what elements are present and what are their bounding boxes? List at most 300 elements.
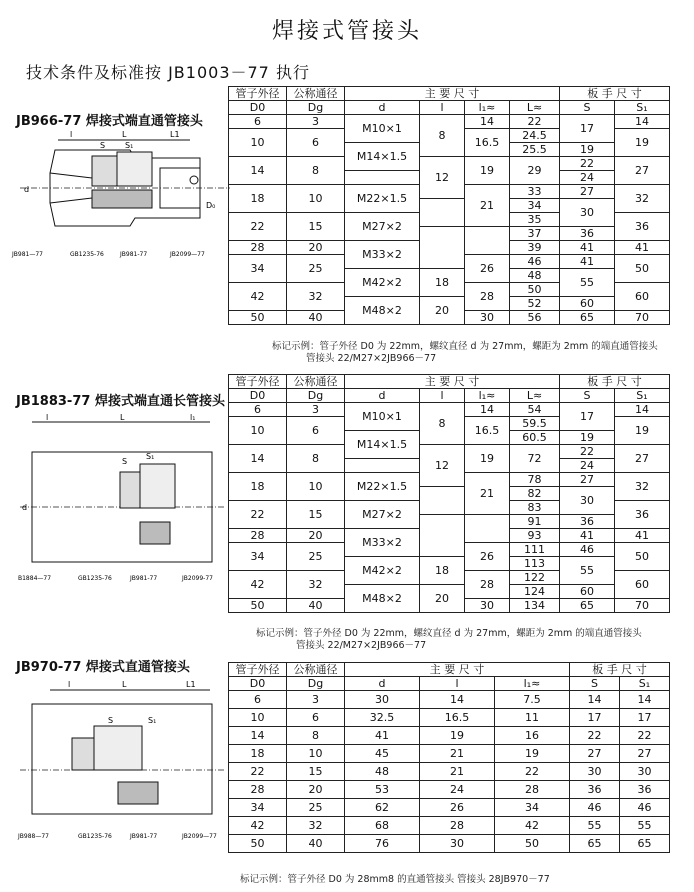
table-cell: 45 (345, 745, 420, 763)
table-cell: 27 (570, 745, 620, 763)
table-cell: 17 (560, 403, 615, 431)
table-cell: 111 (510, 543, 560, 557)
table-cell: 78 (510, 473, 560, 487)
table-cell: 26 (465, 543, 510, 571)
table-cell: 10 (229, 129, 287, 157)
table-row (229, 799, 670, 817)
table-cell: 36 (615, 501, 670, 529)
table-cell: 32 (287, 817, 345, 835)
part-label: JB981—77 (12, 251, 43, 258)
header-d: d (345, 101, 420, 115)
table-cell: 25 (287, 799, 345, 817)
table-cell: 41 (560, 529, 615, 543)
table-cell: 27 (615, 445, 670, 473)
table-cell (345, 171, 420, 185)
table-cell: 82 (510, 487, 560, 501)
table-cell: 134 (510, 599, 560, 613)
table-cell: M10×1 (345, 403, 420, 431)
dim-label: S (108, 716, 114, 725)
table-cell: 16.5 (420, 709, 495, 727)
dim-label: L1 (186, 680, 196, 689)
table-cell: 8 (420, 403, 465, 445)
fitting-drawing (10, 678, 235, 843)
header-l: l (420, 389, 465, 403)
table-row (229, 157, 670, 171)
table-cell: 20 (420, 585, 465, 613)
table-cell: 55 (560, 269, 615, 297)
table-cell: 16.5 (465, 129, 510, 157)
table-row (229, 745, 670, 763)
part-label: JB981-77 (130, 575, 158, 582)
header-L: L≈ (510, 101, 560, 115)
table-cell: M33×2 (345, 529, 420, 557)
table-row (229, 817, 670, 835)
header-l: l (420, 677, 495, 691)
header-S: S (560, 101, 615, 115)
table-cell: 60 (560, 297, 615, 311)
header-d0: D0 (229, 389, 287, 403)
table-cell: 18 (229, 745, 287, 763)
table-cell: 16.5 (465, 417, 510, 445)
table-header-row (229, 389, 670, 403)
table-cell: 36 (615, 213, 670, 241)
table-cell: 53 (345, 781, 420, 799)
table-cell: 32 (615, 185, 670, 213)
table-cell: M22×1.5 (345, 473, 420, 501)
marking-example: 管接头 22/M27×2JB966－77 (296, 640, 427, 651)
table-cell: 36 (560, 515, 615, 529)
table-cell: 17 (560, 115, 615, 143)
table-cell: 24 (560, 171, 615, 185)
table-cell: 76 (345, 835, 420, 853)
table-cell: 22 (570, 727, 620, 745)
dim-label: d (22, 503, 28, 512)
header-main: 主 要 尺 寸 (345, 375, 560, 389)
table-cell: 14 (229, 157, 287, 185)
header-dg: Dg (287, 677, 345, 691)
table-cell: 22 (229, 213, 287, 241)
table-cell: 6 (287, 709, 345, 727)
table-cell: 36 (560, 227, 615, 241)
table-cell: 26 (420, 799, 495, 817)
table-cell: 15 (287, 501, 345, 529)
table-cell: 27 (615, 157, 670, 185)
table-cell: 65 (560, 311, 615, 325)
table-cell: 60 (615, 283, 670, 311)
fitting-drawing (10, 412, 235, 587)
dim-label: S (100, 141, 106, 150)
table-cell: M48×2 (345, 297, 420, 325)
table-cell: 54 (510, 403, 560, 417)
table-cell: 6 (229, 691, 287, 709)
table-cell: M10×1 (345, 115, 420, 143)
table-cell: 20 (420, 297, 465, 325)
table-cell (345, 459, 420, 473)
table-row (229, 727, 670, 745)
table-cell (420, 487, 465, 515)
dim-label: d (24, 185, 30, 194)
table-cell: 18 (420, 557, 465, 585)
table-cell: 28 (495, 781, 570, 799)
table-cell: 42 (229, 817, 287, 835)
table-cell: 34 (229, 543, 287, 571)
table-cell: M14×1.5 (345, 143, 420, 171)
table-cell: 65 (570, 835, 620, 853)
table-cell: 50 (495, 835, 570, 853)
table-cell (420, 227, 465, 269)
table-cell: 3 (287, 115, 345, 129)
part-label: B1884—77 (18, 575, 52, 582)
table-row (229, 691, 670, 709)
table-cell: M33×2 (345, 241, 420, 269)
dim-label: S₁ (146, 452, 155, 461)
table-cell: 33 (510, 185, 560, 199)
part-label: JB988—77 (18, 833, 49, 840)
header-main: 主 要 尺 寸 (345, 87, 560, 101)
table-cell: 40 (287, 599, 345, 613)
table-cell: 32 (615, 473, 670, 501)
table-cell: 32 (287, 571, 345, 599)
table-cell: M14×1.5 (345, 431, 420, 459)
table-row (229, 403, 670, 417)
header-S: S (560, 389, 615, 403)
table-cell: 41 (560, 241, 615, 255)
header-d: d (345, 389, 420, 403)
table-cell (465, 227, 510, 255)
table-cell: 6 (287, 417, 345, 445)
part-label: GB1235-76 (70, 251, 104, 258)
header-d0: D0 (229, 677, 287, 691)
header-wrench: 板 手 尺 寸 (560, 87, 670, 101)
header-dg: 公称通径 (287, 663, 345, 677)
header-wrench: 板 手 尺 寸 (560, 375, 670, 389)
table-cell: 14 (570, 691, 620, 709)
table-header-row (229, 101, 670, 115)
header-dg: Dg (287, 101, 345, 115)
header-l1: l₁≈ (465, 101, 510, 115)
header-dg: Dg (287, 389, 345, 403)
table-cell: 28 (229, 241, 287, 255)
table-cell: 24 (420, 781, 495, 799)
header-dg: 公称通径 (287, 87, 345, 101)
table-cell: 37 (510, 227, 560, 241)
dim-label: S (122, 457, 128, 466)
table-cell: 12 (420, 157, 465, 199)
table-cell: 14 (229, 727, 287, 745)
table-cell: 46 (510, 255, 560, 269)
table-cell: 19 (560, 431, 615, 445)
table-cell: 20 (287, 529, 345, 543)
table-cell: 30 (560, 199, 615, 227)
table-cell: 29 (510, 157, 560, 185)
part-label: JB2099-77 (182, 575, 213, 582)
table-cell: 34 (495, 799, 570, 817)
dim-label: L1 (170, 130, 180, 139)
table-cell: 14 (620, 691, 670, 709)
table-cell: 18 (420, 269, 465, 297)
table-cell: 50 (229, 311, 287, 325)
table-cell: 19 (465, 445, 510, 473)
table-cell: 72 (510, 445, 560, 473)
table-cell: 39 (510, 241, 560, 255)
table-header-row (229, 677, 670, 691)
table-cell: 32 (287, 283, 345, 311)
table-cell: 10 (229, 709, 287, 727)
table-cell: 50 (510, 283, 560, 297)
table-cell: 52 (510, 297, 560, 311)
table-cell: 25 (287, 255, 345, 283)
table-cell: 42 (229, 283, 287, 311)
table-cell: 122 (510, 571, 560, 585)
table-cell: 3 (287, 403, 345, 417)
dim-label: l (46, 413, 49, 422)
table-cell: 17 (620, 709, 670, 727)
part-label: GB1235-76 (78, 833, 112, 840)
header-d0: 管子外径 (229, 87, 287, 101)
table-cell: 15 (287, 763, 345, 781)
table-cell: 30 (465, 311, 510, 325)
header-S1: S₁ (620, 677, 670, 691)
table-cell: 30 (560, 487, 615, 515)
dim-label: L (122, 680, 127, 689)
header-L: L≈ (510, 389, 560, 403)
table-cell: 20 (287, 781, 345, 799)
table-cell: 46 (560, 543, 615, 557)
table-cell: 65 (560, 599, 615, 613)
table-cell: 91 (510, 515, 560, 529)
table-cell: 50 (229, 599, 287, 613)
table-cell: 27 (560, 185, 615, 199)
table-cell: 21 (420, 745, 495, 763)
table-cell: 22 (560, 157, 615, 171)
header-d0: D0 (229, 101, 287, 115)
table-cell: 16 (495, 727, 570, 745)
table-cell: 30 (345, 691, 420, 709)
table-cell: 27 (620, 745, 670, 763)
table-cell: 41 (345, 727, 420, 745)
header-dg: 公称通径 (287, 375, 345, 389)
table-cell: 93 (510, 529, 560, 543)
table-row (229, 115, 670, 129)
table-cell: 6 (229, 403, 287, 417)
header-d0: 管子外径 (229, 663, 287, 677)
dim-label: l₁ (190, 413, 196, 422)
table-cell: 22 (560, 445, 615, 459)
table-cell: 8 (287, 157, 345, 185)
table-cell: 28 (229, 781, 287, 799)
table-cell: 12 (420, 445, 465, 487)
table-cell: 34 (510, 199, 560, 213)
table-cell: 22 (620, 727, 670, 745)
table-cell: 19 (615, 129, 670, 157)
table-cell: 30 (620, 763, 670, 781)
table-cell: 14 (465, 403, 510, 417)
table-cell: 10 (287, 473, 345, 501)
table-cell: 28 (465, 283, 510, 311)
table-cell: 55 (560, 557, 615, 585)
table-cell: 28 (465, 571, 510, 599)
table-cell: 65 (620, 835, 670, 853)
table-cell: M42×2 (345, 269, 420, 297)
table-cell: 8 (420, 115, 465, 157)
table-cell: 22 (229, 763, 287, 781)
table-cell: 21 (465, 185, 510, 227)
table-cell: 32.5 (345, 709, 420, 727)
dim-label: S₁ (148, 716, 157, 725)
table-cell: 60.5 (510, 431, 560, 445)
table-cell: 41 (615, 241, 670, 255)
table-cell: 8 (287, 727, 345, 745)
table-cell: 41 (615, 529, 670, 543)
table-cell: 22 (495, 763, 570, 781)
marking-example: 标记示例：管子外径 D0 为 28mm8 的直通管接头 管接头 28JB970－77 (240, 874, 550, 885)
marking-example: 管接头 22/M27×2JB966－77 (306, 353, 437, 364)
marking-example: 标记示例：管子外径 D0 为 22mm，螺纹直径 d 为 27mm，螺距为 2mm 的端直通管接头 (272, 341, 658, 352)
table-cell: 19 (560, 143, 615, 157)
table-cell (420, 515, 465, 557)
table-cell: 113 (510, 557, 560, 571)
table-cell: 3 (287, 691, 345, 709)
table-header-row (229, 663, 670, 677)
table-cell: 60 (615, 571, 670, 599)
table-cell: 30 (570, 763, 620, 781)
table-cell: 70 (615, 599, 670, 613)
dim-label: l (70, 130, 73, 139)
table-cell: M48×2 (345, 585, 420, 613)
part-label: JB981-77 (120, 251, 148, 258)
table-cell: 62 (345, 799, 420, 817)
header-l1: l₁≈ (465, 389, 510, 403)
header-main: 主 要 尺 寸 (345, 663, 570, 677)
header-S: S (570, 677, 620, 691)
table-cell: 6 (229, 115, 287, 129)
header-S1: S₁ (615, 389, 670, 403)
table-cell: 6 (287, 129, 345, 157)
section-title: JB966-77 焊接式端直通管接头 (16, 114, 203, 129)
header-l: l (420, 101, 465, 115)
table-cell: 11 (495, 709, 570, 727)
table-cell: 21 (420, 763, 495, 781)
table-cell: 55 (570, 817, 620, 835)
header-d: d (345, 677, 420, 691)
table-cell: 22 (229, 501, 287, 529)
table-row (229, 781, 670, 799)
table-cell: 14 (615, 403, 670, 417)
table-cell: 22 (510, 115, 560, 129)
table-cell: 10 (229, 417, 287, 445)
table-cell: 8 (287, 445, 345, 473)
table-row (229, 763, 670, 781)
table-cell: 60 (560, 585, 615, 599)
table-cell: 30 (420, 835, 495, 853)
table-cell: 50 (615, 255, 670, 283)
dim-label: L (122, 130, 127, 139)
table-cell: 34 (229, 799, 287, 817)
table-cell: 40 (287, 835, 345, 853)
table-cell: 36 (570, 781, 620, 799)
table-cell: 35 (510, 213, 560, 227)
header-S1: S₁ (615, 101, 670, 115)
table-cell: 28 (229, 529, 287, 543)
table-cell: 46 (620, 799, 670, 817)
table-cell: 25.5 (510, 143, 560, 157)
table-cell: 24 (560, 459, 615, 473)
part-label: JB2099—77 (170, 251, 205, 258)
table-row (229, 445, 670, 459)
table-cell: 83 (510, 501, 560, 515)
table-cell: 7.5 (495, 691, 570, 709)
table-cell: 48 (345, 763, 420, 781)
table-cell: 42 (229, 571, 287, 599)
table-cell: 27 (560, 473, 615, 487)
spec-table (228, 374, 670, 613)
dim-label: D₀ (206, 201, 216, 210)
section-title: JB970-77 焊接式直通管接头 (16, 660, 190, 675)
table-cell: 21 (465, 473, 510, 515)
table-cell: 15 (287, 213, 345, 241)
table-cell: 26 (465, 255, 510, 283)
table-cell: 14 (229, 445, 287, 473)
part-label: GB1235-76 (78, 575, 112, 582)
table-cell: 50 (229, 835, 287, 853)
table-cell: 10 (287, 185, 345, 213)
table-cell: 56 (510, 311, 560, 325)
table-cell: 46 (570, 799, 620, 817)
dim-label: S₁ (125, 141, 134, 150)
table-cell: 55 (620, 817, 670, 835)
table-cell: M27×2 (345, 213, 420, 241)
header-l1: l₁≈ (495, 677, 570, 691)
table-cell: 42 (495, 817, 570, 835)
table-cell: 14 (615, 115, 670, 129)
header-d0: 管子外径 (229, 375, 287, 389)
spec-table (228, 86, 670, 325)
table-row (229, 835, 670, 853)
section-title: JB1883-77 焊接式端直通长管接头 (16, 394, 225, 409)
table-cell: 20 (287, 241, 345, 255)
page-subtitle: 技术条件及标准按 JB1003－77 执行 (26, 63, 310, 82)
table-cell: M42×2 (345, 557, 420, 585)
fitting-drawing (10, 128, 235, 268)
table-cell: 14 (420, 691, 495, 709)
table-cell: 17 (570, 709, 620, 727)
table-cell: 48 (510, 269, 560, 283)
table-row (229, 709, 670, 727)
table-cell: 40 (287, 311, 345, 325)
dim-label: L (120, 413, 125, 422)
table-cell: 70 (615, 311, 670, 325)
part-label: JB2099—77 (182, 833, 217, 840)
table-cell: 19 (615, 417, 670, 445)
table-cell: 34 (229, 255, 287, 283)
table-cell: M27×2 (345, 501, 420, 529)
table-cell: 24.5 (510, 129, 560, 143)
table-cell: M22×1.5 (345, 185, 420, 213)
table-cell: 36 (620, 781, 670, 799)
dim-label: l (68, 680, 71, 689)
table-cell: 41 (560, 255, 615, 269)
part-label: JB981-77 (130, 833, 158, 840)
table-cell: 124 (510, 585, 560, 599)
header-wrench: 板 手 尺 寸 (570, 663, 670, 677)
table-cell: 28 (420, 817, 495, 835)
table-header-row (229, 375, 670, 389)
table-cell: 18 (229, 473, 287, 501)
spec-table (228, 662, 670, 853)
table-cell: 59.5 (510, 417, 560, 431)
table-cell: 18 (229, 185, 287, 213)
table-cell: 30 (465, 599, 510, 613)
